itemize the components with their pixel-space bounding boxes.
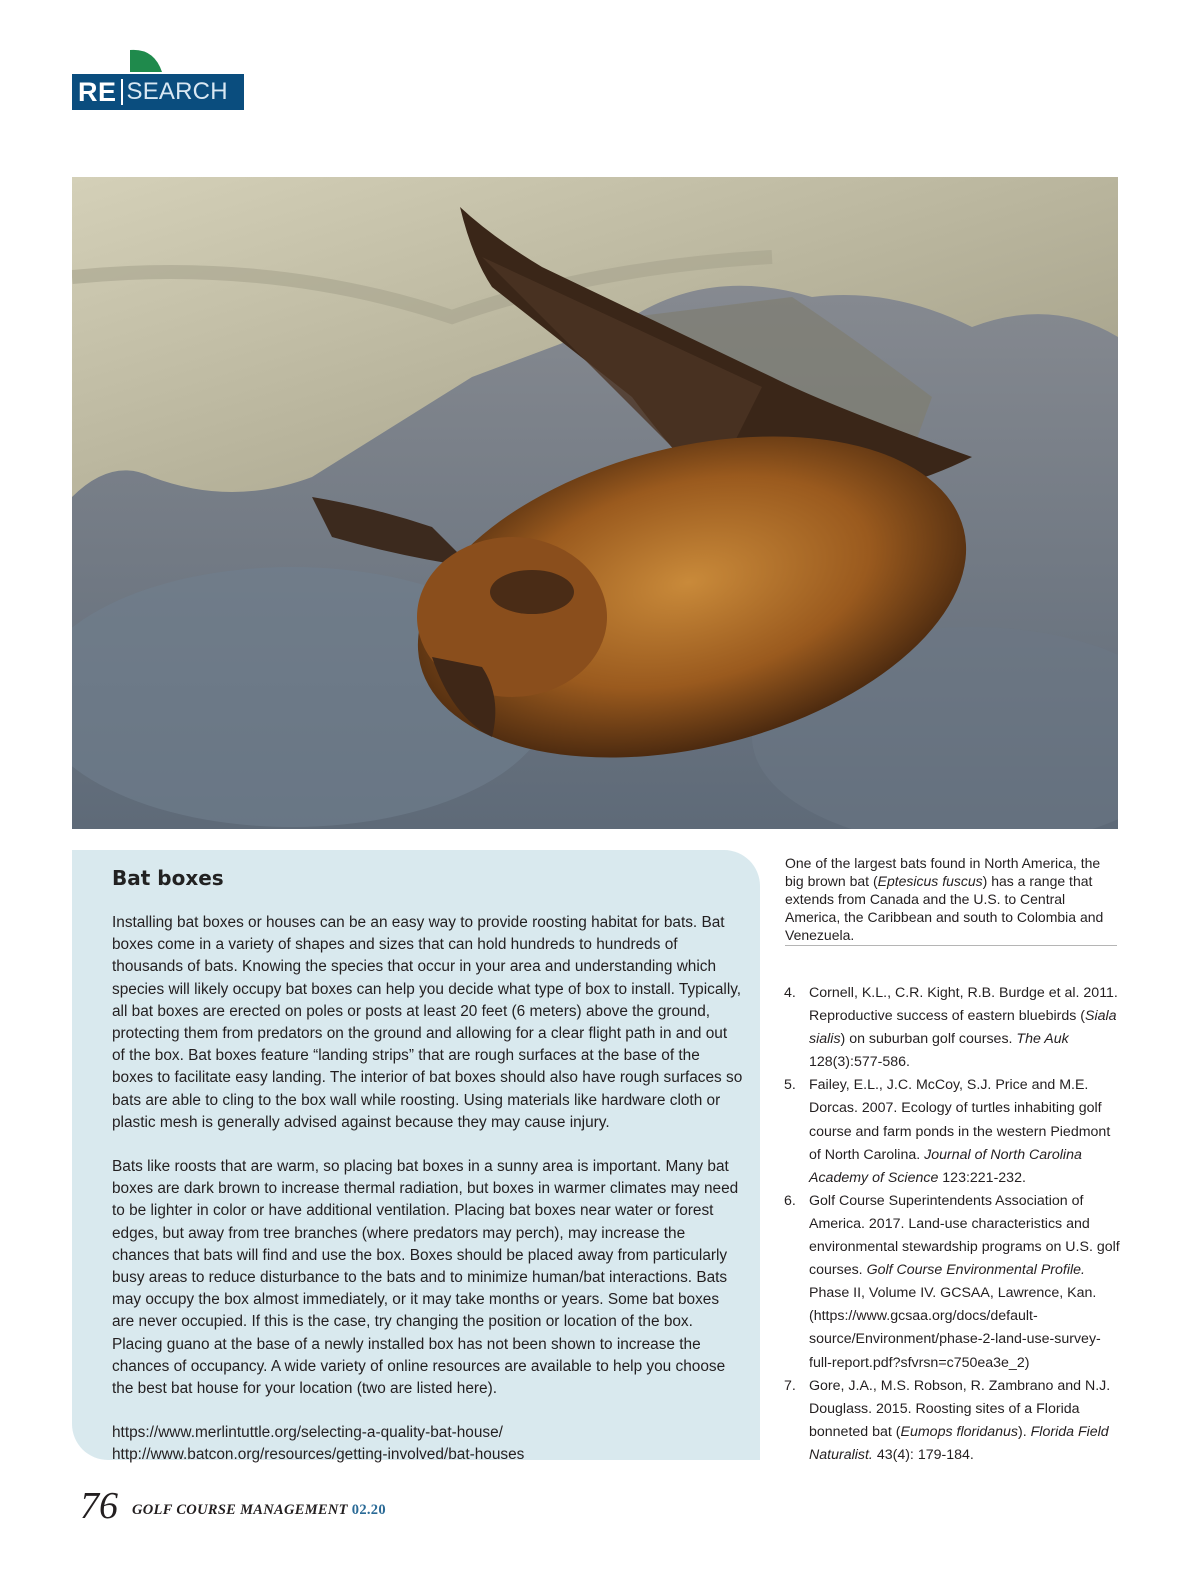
ref-part: Golf Course Superintendents Association of America. 2017. Land-use characteristics and environmental stewardship programs on U.S. golf courses. — [809, 1192, 1120, 1279]
ref-italic: The Auk — [1016, 1031, 1069, 1048]
caption-text-2: ) has a range that extends from Canada and the U.S. to Central America, the Caribbean and south to Colombia and Venezuela. — [785, 873, 1104, 943]
logo-box — [72, 74, 244, 110]
ref-part: ). — [1018, 1423, 1031, 1440]
leaf-icon — [130, 48, 162, 72]
sidebar-title: Bat boxes — [112, 866, 224, 890]
magazine-title: GOLF COURSE MANAGEMENT — [132, 1502, 348, 1518]
reference-text — [809, 1190, 1120, 1375]
reference-item — [784, 1190, 1120, 1375]
page-number: 76 — [80, 1485, 118, 1527]
caption-divider — [785, 945, 1117, 946]
logo-search: SEARCH — [126, 78, 228, 105]
reference-item — [784, 1375, 1120, 1467]
link-batcon[interactable]: http://www.batcon.org/resources/getting-involved/bat-houses — [112, 1446, 525, 1464]
reference-item — [784, 1074, 1120, 1189]
reference-number: 6. — [784, 1192, 796, 1209]
ref-italic: Journal of North Carolina Academy of Science — [809, 1146, 1082, 1186]
reference-number: 4. — [784, 985, 796, 1001]
link-merlintuttle[interactable]: https://www.merlintuttle.org/selecting-a-quality-bat-house/ — [112, 1424, 503, 1442]
ref-italic: Golf Course Environmental Profile. — [866, 1262, 1085, 1279]
sidebar-paragraph-1: Installing bat boxes or houses can be an easy way to provide roosting habitat for bats. Bat boxes come in a variety of shapes and sizes that can hold hundreds to hundreds of thousands of bats. Knowing the species that occur in your area and understanding which species will likely occupy bat boxes can help you decide what type of box to install. Typically, all bat boxes are erected on poles or posts at least 20 feet (6 meters) above the ground, protecting them from predators on the ground and allowing for a clear flight path in and out of the box. Bat boxes feature “landing strips” that are rough surfaces at the base of the boxes to facilitate easy landing. The interior of bat boxes should also have rough surfaces so bats are able to cling to the box wall while roosting. Using materials like hardware cloth or plastic mesh is generally advised against because they may cause injury. — [112, 914, 743, 1131]
ref-italic: Siala sialis — [809, 1008, 1117, 1048]
logo-re: RE — [78, 76, 117, 107]
ref-part: Cornell, K.L., C.R. Kight, R.B. Burdge et al. 2011. Reproductive success of eastern bluebirds ( — [809, 985, 1118, 1025]
reference-number: 5. — [784, 1077, 796, 1094]
ref-part: Gore, J.A., M.S. Robson, R. Zambrano and N.J. Douglass. 2015. Roosting sites of a Florida bonneted bat ( — [809, 1377, 1111, 1440]
ref-part: ) on suburban golf courses. — [840, 1031, 1017, 1048]
bat-photo — [72, 177, 1118, 829]
bat-photo-icon — [72, 177, 1118, 829]
ref-italic: Eumops floridanus — [900, 1423, 1019, 1440]
caption-species: Eptesicus fuscus — [877, 873, 983, 889]
caption-text-1: One of the largest bats found in North America, the big brown bat ( — [785, 855, 1101, 889]
sidebar-body — [112, 912, 744, 1467]
sidebar-paragraph-2: Bats like roosts that are warm, so placing bat boxes in a sunny area is important. Many bat boxes are dark brown to increase thermal radiation, but boxes in warmer climates may need to be lighter in color or have additional ventilation. Placing bat boxes near water or forest edges, but away from tree branches (where predators may perch), may increase the chances that bats will find and use the box. Boxes should be placed away from particularly busy areas to reduce disturbance to the bats and to minimize human/bat interactions. Bats may occupy the box almost immediately, or it may take months or years. Some bat boxes are never occupied. If this is the case, try changing the position or location of the box. Placing guano at the base of a newly installed box has not been shown to increase the chances of occupancy. A wide variety of online resources are available to help you choose the best bat house for your location (two are listed here). — [112, 1158, 739, 1398]
reference-item — [784, 982, 1120, 1074]
reference-text — [809, 1375, 1120, 1467]
issue-number: 02.20 — [351, 1502, 386, 1518]
sidebar-links — [112, 1422, 744, 1466]
ref-part: Failey, E.L., J.C. McCoy, S.J. Price and M.E. Dorcas. 2007. Ecology of turtles inhabiting golf course and farm ponds in the western Piedmont of North Carolina. — [809, 1077, 1111, 1163]
reference-number: 7. — [784, 1377, 796, 1394]
research-logo — [72, 48, 246, 112]
ref-part: 128(3):577-586. — [809, 1054, 910, 1071]
ref-italic: Florida Field Naturalist. — [809, 1423, 1109, 1463]
logo-divider — [121, 79, 123, 105]
reference-text — [809, 1074, 1120, 1189]
ref-part: 43(4): 179-184. — [872, 1446, 974, 1463]
reference-text — [809, 982, 1120, 1074]
ref-part: 123:221-232. — [938, 1169, 1026, 1186]
bat-boxes-sidebar — [72, 850, 760, 1464]
ref-part: Phase II, Volume IV. GCSAA, Lawrence, Kan. (https://www.gcsaa.org/docs/default-source/Environment/phase-2-land-use-survey-full-report.pdf?sfvrsn=c750ea3e_2) — [809, 1285, 1101, 1371]
photo-caption — [785, 854, 1115, 944]
magazine-footer — [132, 1502, 386, 1519]
references-list — [784, 982, 1120, 1467]
